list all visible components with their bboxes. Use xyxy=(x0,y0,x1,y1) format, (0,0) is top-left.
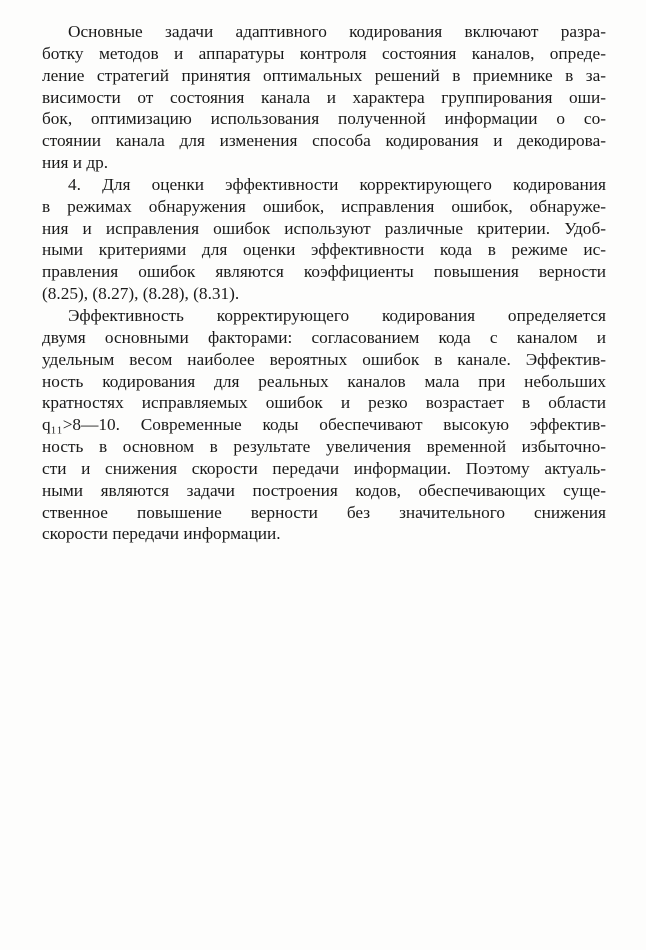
body-text xyxy=(42,21,606,545)
text-line: правления ошибок являются коэффициенты повышения верности xyxy=(42,262,606,282)
text-line: ность кодирования для реальных каналов мала при небольших xyxy=(42,371,606,391)
text-line: ность в основном в результате увеличения временной избыточно- xyxy=(42,437,606,457)
text-line: q₁₁>8—10. Современные коды обеспечивают высокую эффектив- xyxy=(42,415,606,435)
text-line: ния и исправления ошибок используют различные критерии. Удоб- xyxy=(42,218,606,238)
text-line: ление стратегий принятия оптимальных решений в приемнике в за- xyxy=(42,65,606,85)
text-line: удельным весом наиболее вероятных ошибок в канале. Эффектив- xyxy=(42,349,606,369)
paragraph-efficiency-criteria xyxy=(42,174,606,305)
paragraph-efficiency-factors xyxy=(42,305,606,545)
text-line: сти и снижения скорости передачи информации. Поэтому актуаль- xyxy=(42,458,606,478)
text-line: двумя основными факторами: согласованием кода с каналом и xyxy=(42,327,606,347)
text-line: Эффективность корректирующего кодирования определяется xyxy=(68,305,606,325)
text-line: ными критериями для оценки эффективности кода в режиме ис- xyxy=(42,240,606,260)
text-line: ния и др. xyxy=(42,153,109,173)
text-line: стоянии канала для изменения способа кодирования и декодирова- xyxy=(42,131,606,151)
paragraph-adaptive-coding xyxy=(42,21,606,174)
text-line: ными являются задачи построения кодов, обеспечивающих суще- xyxy=(42,480,606,500)
text-line: кратностях исправляемых ошибок и резко возрастает в области xyxy=(42,393,606,413)
text-line: скорости передачи информации. xyxy=(42,524,281,544)
text-line: в режимах обнаружения ошибок, исправления ошибок, обнаруже- xyxy=(42,196,606,216)
text-line: Основные задачи адаптивного кодирования включают разра- xyxy=(68,22,606,41)
text-line: 4. Для оценки эффективности корректирующего кодирования xyxy=(68,174,606,194)
text-line: (8.25), (8.27), (8.28), (8.31). xyxy=(42,284,240,304)
text-line: висимости от состояния канала и характера группирования оши- xyxy=(42,87,606,107)
text-line: бок, оптимизацию использования полученной информации о со- xyxy=(42,109,606,129)
text-line: ботку методов и аппаратуры контроля состояния каналов, опреде- xyxy=(42,43,606,63)
text-line: ственное повышение верности без значительного снижения xyxy=(42,502,606,522)
